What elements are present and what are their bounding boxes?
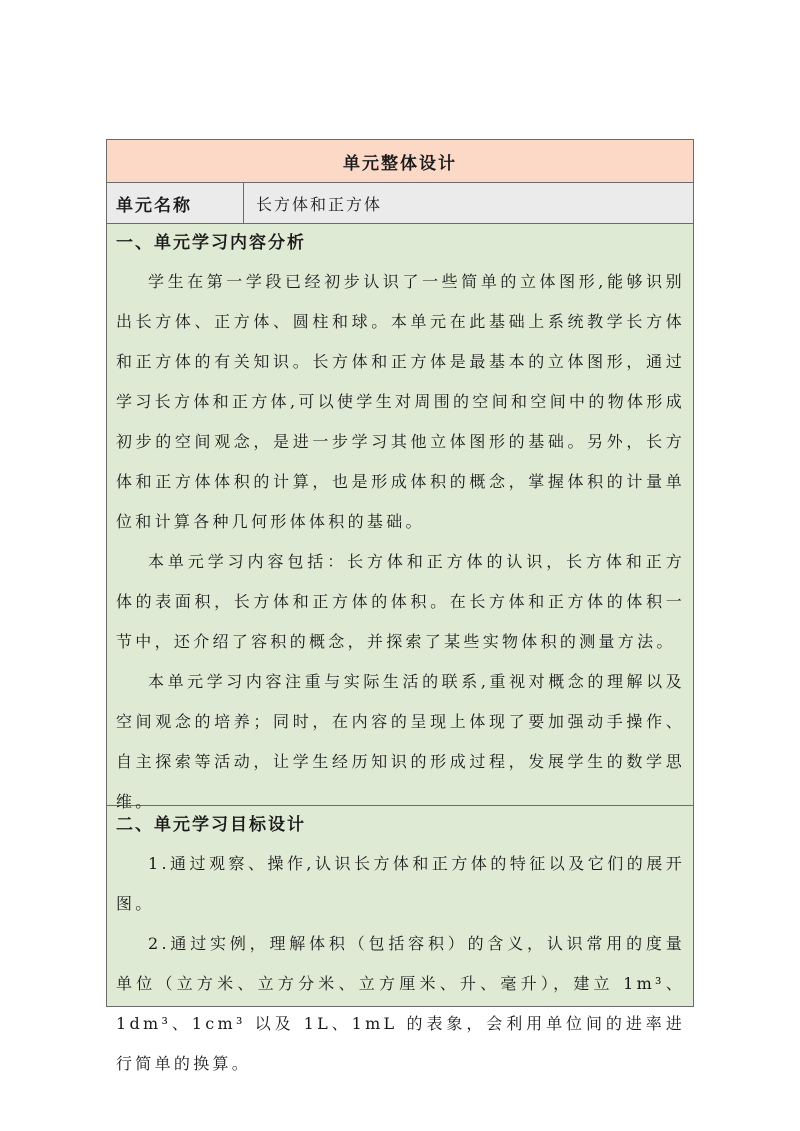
paragraph: 2.通过实例，理解体积（包括容积）的含义，认识常用的度量单位（立方米、立方分米、立方厘米、升、毫升），建立 1m³、1dm³、1cm³ 以及 1L、1mL 的表象，会利用单位间的进率进行简单的换算。 <box>116 934 685 1073</box>
unit-name-value: 长方体和正方体 <box>256 194 383 214</box>
paragraph: 1.通过观察、操作,认识长方体和正方体的特征以及它们的展开图。 <box>116 854 685 913</box>
paragraph: 本单元学习内容注重与实际生活的联系,重视对概念的理解以及空间观念的培养；同时，在内容的呈现上体现了要加强动手操作、自主探索等活动，让学生经历知识的形成过程，发展学生的数学思维。 <box>116 672 685 811</box>
section-heading: 一、单元学习内容分析 <box>116 233 306 253</box>
section-heading: 二、单元学习目标设计 <box>116 815 306 835</box>
unit-name-row <box>107 183 693 224</box>
paragraph: 学生在第一学段已经初步认识了一些简单的立体图形,能够识别出长方体、正方体、圆柱和球。本单元在此基础上系统教学长方体和正方体的有关知识。长方体和正方体是最基本的立体图形，通过学习长方体和正方体,可以使学生对周围的空间和空间中的物体形成初步的空间观念，是进一步学习其他立体图形的基础。另外，长方体和正方体体积的计算，也是形成体积的概念，掌握体积的计量单位和计算各种几何形体体积的基础。 <box>116 272 685 531</box>
table-title: 单元整体设计 <box>107 140 693 183</box>
unit-name-label: 单元名称 <box>107 183 244 223</box>
paragraph: 本单元学习内容包括：长方体和正方体的认识，长方体和正方体的表面积，长方体和正方体的体积。在长方体和正方体的体积一节中，还介绍了容积的概念，并探索了某些实物体积的测量方法。 <box>116 552 685 651</box>
learning-goals-section <box>107 806 693 1073</box>
content-analysis-section <box>107 224 693 811</box>
unit-design-table <box>106 139 694 1073</box>
